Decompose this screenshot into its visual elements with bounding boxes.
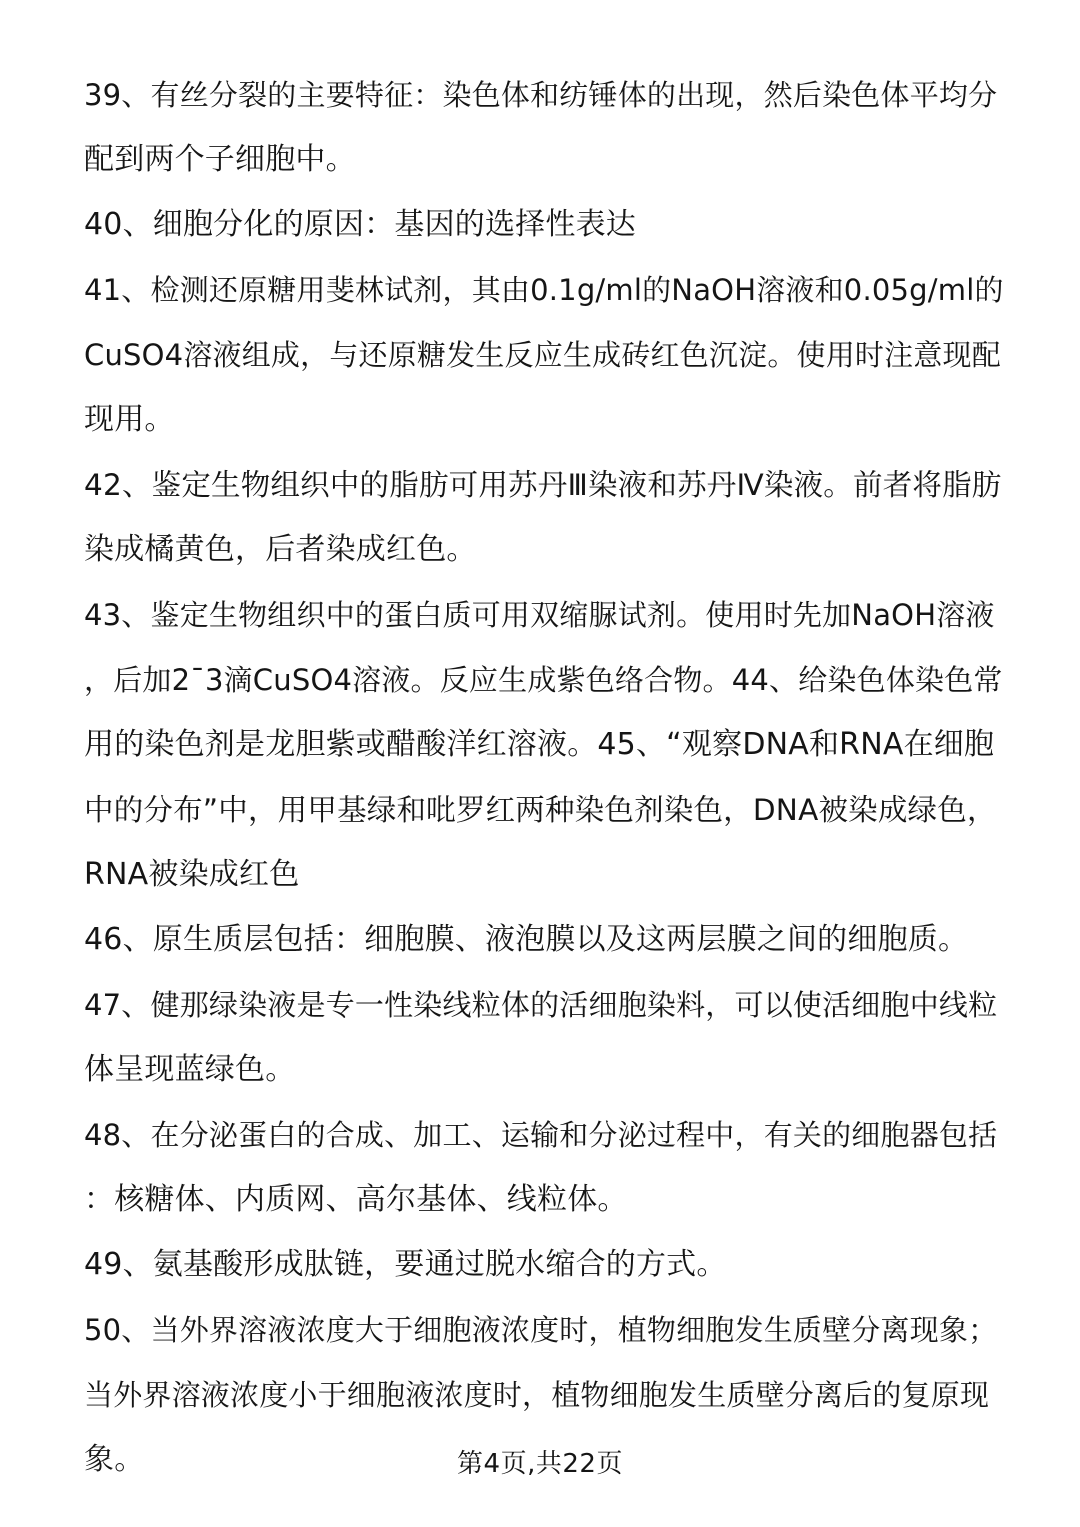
text-line: 46、原生质层包括：细胞膜、液泡膜以及这两层膜之间的细胞质。: [84, 922, 969, 957]
text-line: 体呈现蓝绿色。: [84, 1052, 296, 1087]
text-line: 象。: [84, 1442, 145, 1477]
text-line: ：核糖体、内质网、高尔基体、线粒体。: [84, 1182, 628, 1217]
text-line: ，后加2¯3滴CuSO4溶液。反应生成紫色络合物。44、给染色体染色常: [84, 663, 1003, 697]
text-line: 39、有丝分裂的主要特征：染色体和纺锤体的出现，然后染色体平均分: [84, 78, 998, 112]
text-line: 中的分布”中，用甲基绿和吡罗红两种染色剂染色，DNA被染成绿色，: [84, 793, 997, 827]
text-line: 40、细胞分化的原因：基因的选择性表达: [84, 207, 636, 242]
text-line: 47、健那绿染液是专一性染线粒体的活细胞染料，可以使活细胞中线粒: [84, 988, 998, 1022]
text-line: 染成橘黄色，后者染成红色。: [84, 532, 477, 567]
text-line: 用的染色剂是龙胆紫或醋酸洋红溶液。45、“观察DNA和RNA在细胞: [84, 727, 995, 762]
text-line: 50、当外界溶液浓度大于细胞液浓度时，植物细胞发生质壁分离现象；: [84, 1313, 998, 1347]
text-line: CuSO4溶液组成，与还原糖发生反应生成砖红色沉淀。使用时注意现配: [84, 338, 1001, 372]
text-line: 48、在分泌蛋白的合成、加工、运输和分泌过程中，有关的细胞器包括: [84, 1118, 998, 1152]
text-line: 42、鉴定生物组织中的脂肪可用苏丹Ⅲ染液和苏丹Ⅳ染液。前者将脂肪: [84, 468, 1002, 502]
page-number-footer: 第4页,共22页: [457, 1449, 623, 1479]
text-line: 当外界溶液浓度小于细胞液浓度时，植物细胞发生质壁分离后的复原现: [84, 1378, 990, 1412]
text-line: 49、氨基酸形成肽链，要通过脱水缩合的方式。: [84, 1247, 727, 1282]
text-line: 现用。: [84, 402, 175, 437]
text-line: 41、检测还原糖用斐林试剂，其由0.1g/ml的NaOH溶液和0.05g/ml的: [84, 273, 1004, 307]
text-line: RNA被染成红色: [84, 857, 300, 892]
text-line: 43、鉴定生物组织中的蛋白质可用双缩脲试剂。使用时先加NaOH溶液: [84, 598, 995, 632]
text-line: 配到两个子细胞中。: [84, 142, 356, 177]
